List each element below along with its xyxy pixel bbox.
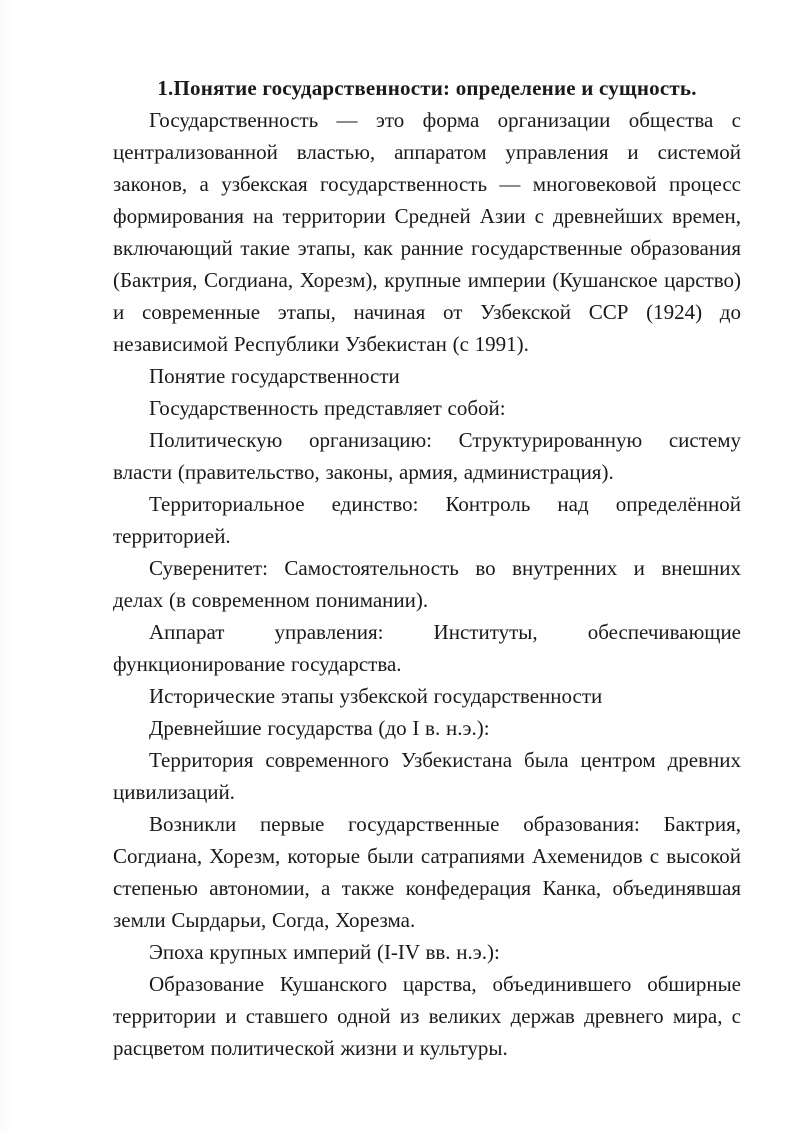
paragraph-historical-stages-heading: Исторические этапы узбекской государственности [149,684,603,708]
paragraph-ancient-states-heading: Древнейшие государства (до I в. н.э.): [149,716,490,740]
paragraph-intro: Государственность — это форма организации общества с централизованной властью, аппаратом управления и системой законов, а узбекская государственность — многовековой процесс формирования на территории Средней Азии с древнейших времен, включающий такие этапы, как ранние государственные образования (Бактрия, Согдиана, Хорезм), крупные империи (Кушанское царство) и современные этапы, начиная от Узбекской ССР (1924) до независимой Республики Узбекистан (с 1991). [113,108,741,356]
paragraph-empires-era-heading: Эпоха крупных империй (I-IV вв. н.э.): [149,940,500,964]
paragraph-kushan-kingdom: Образование Кушанского царства, объединившего обширные территории и ставшего одной из великих держав древнего мира, с расцветом политической жизни и культуры. [113,972,741,1060]
paragraph-represents: Государственность представляет собой: [149,396,506,420]
page-title: 1.Понятие государственности: определение и сущность. [157,76,697,100]
paragraph-first-states: Возникли первые государственные образования: Бактрия, Согдиана, Хорезм, которые были сатрапиями Ахеменидов с высокой степенью автономии, а также конфедерация Канка, объединявшая земли Сырдарьи, Согда, Хорезма. [113,812,741,932]
paragraph-territory-center: Территория современного Узбекистана была центром древних цивилизаций. [113,748,741,804]
paragraph-administration: Аппарат управления: Институты, обеспечивающие функционирование государства. [113,620,741,676]
paragraph-territorial-unity: Территориальное единство: Контроль над определённой территорией. [113,492,741,548]
paragraph-political-organization: Политическую организацию: Структурированную систему власти (правительство, законы, армия, администрация). [113,428,741,484]
paragraph-concept-heading: Понятие государственности [149,364,400,388]
paragraph-sovereignty: Суверенитет: Самостоятельность во внутренних и внешних делах (в современном понимании). [113,556,741,612]
